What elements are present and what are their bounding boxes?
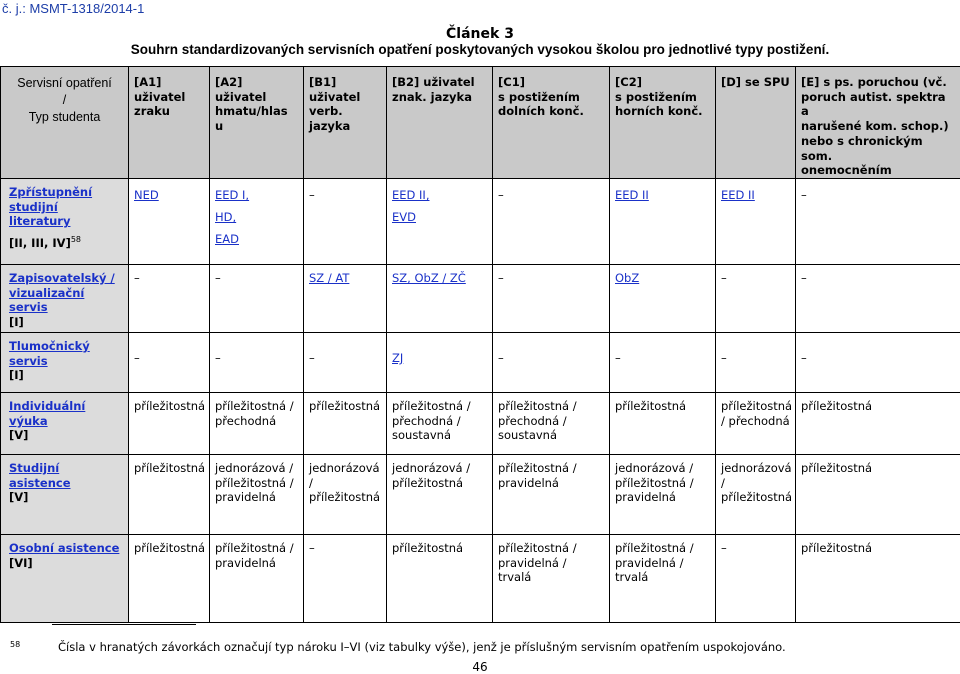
- claim-code-text: [I]: [9, 368, 24, 382]
- text-line: Servisní opatření: [6, 75, 123, 92]
- claim-code: [9, 235, 123, 251]
- cell-text: jednorázová /: [215, 461, 298, 476]
- table-cell: [210, 393, 304, 455]
- text-line: s postižením: [498, 90, 604, 105]
- table-cell: [129, 455, 210, 535]
- service-measures-table: [0, 66, 960, 623]
- cell-text: –: [721, 541, 790, 556]
- column-header: [610, 67, 716, 179]
- cell-text: soustavná: [392, 428, 487, 443]
- cell-text: –: [215, 351, 298, 366]
- claim-code: [9, 490, 123, 505]
- table-cell: [493, 333, 610, 393]
- table-cell: [129, 333, 210, 393]
- text-line: [B2] uživatel: [392, 75, 487, 90]
- table-cell: [387, 393, 493, 455]
- text-line: s postižením: [615, 90, 710, 105]
- table-cell: [716, 455, 796, 535]
- row-header-link[interactable]: Zapisovatelský /: [9, 271, 123, 286]
- abbreviation-link[interactable]: EED II: [615, 185, 710, 207]
- table-cell: [610, 393, 716, 455]
- table-cell: [387, 455, 493, 535]
- text-line: [A1]: [134, 75, 204, 90]
- cell-text: příležitostná: [392, 541, 487, 556]
- text-line: narušené kom. schop.): [801, 119, 955, 134]
- cell-text: příležitostná: [134, 399, 204, 414]
- claim-code: [9, 556, 123, 571]
- abbreviation-link[interactable]: EED I,: [215, 185, 298, 207]
- table-cell: [493, 265, 610, 333]
- row-header: [1, 535, 129, 623]
- column-header: [796, 67, 960, 179]
- text-line: onemocněním: [801, 163, 955, 178]
- text-line: verb.: [309, 104, 381, 119]
- cell-text: pravidelná: [615, 490, 710, 505]
- row-header-link[interactable]: výuka: [9, 414, 123, 429]
- text-line: zraku: [134, 104, 204, 119]
- article-subtitle: Souhrn standardizovaných servisních opatření poskytovaných vysokou školou pro jednotlivé typy postižení.: [0, 42, 960, 57]
- claim-code-text: [I]: [9, 315, 24, 329]
- cell-text: příležitostná /: [615, 476, 710, 491]
- table-cell: [716, 535, 796, 623]
- table-cell: [716, 333, 796, 393]
- table-cell: [304, 455, 387, 535]
- table-cell: [493, 535, 610, 623]
- cell-text: trvalá: [615, 570, 710, 585]
- table-cell: [493, 393, 610, 455]
- table-cell: [716, 393, 796, 455]
- table-cell: [304, 393, 387, 455]
- claim-code-text: [VI]: [9, 556, 33, 570]
- table-cell: [304, 333, 387, 393]
- row-header: [1, 179, 129, 265]
- cell-text: příležitostná: [615, 399, 710, 414]
- cell-text: příležitostná /: [498, 461, 604, 476]
- text-line: uživatel: [215, 90, 298, 105]
- table-cell: [610, 535, 716, 623]
- table-cell: [129, 535, 210, 623]
- table-cell: [796, 455, 960, 535]
- text-line: Typ studenta: [6, 109, 123, 126]
- column-header: [129, 67, 210, 179]
- row-header: [1, 265, 129, 333]
- table-cell: [387, 179, 493, 265]
- column-header: [716, 67, 796, 179]
- cell-text: příležitostná: [309, 490, 381, 505]
- table-cell: [610, 333, 716, 393]
- row-header-link[interactable]: Osobní asistence: [9, 541, 123, 556]
- cell-text: přechodná: [215, 414, 298, 429]
- text-line: dolních konč.: [498, 104, 604, 119]
- table-cell: [796, 393, 960, 455]
- cell-text: –: [309, 351, 381, 366]
- table-cell: [796, 265, 960, 333]
- abbreviation-link[interactable]: EED II,: [392, 185, 487, 207]
- row-header: [1, 333, 129, 393]
- abbreviation-link[interactable]: SZ / AT: [309, 271, 381, 286]
- column-header: [304, 67, 387, 179]
- cell-text: jednorázová: [309, 461, 381, 476]
- abbreviation-link[interactable]: EVD: [392, 207, 487, 229]
- text-line: [A2]: [215, 75, 298, 90]
- cell-text: jednorázová /: [392, 461, 487, 476]
- cell-text: /: [721, 476, 790, 491]
- cell-text: příležitostná /: [215, 541, 298, 556]
- cell-text: –: [215, 271, 298, 286]
- claim-code: [9, 368, 123, 383]
- cell-text: –: [309, 185, 381, 207]
- page-number: 46: [0, 660, 960, 674]
- text-line: nebo s chronickým som.: [801, 134, 955, 163]
- abbreviation-link[interactable]: EED II: [721, 185, 790, 207]
- text-line: /: [6, 92, 123, 109]
- abbreviation-link[interactable]: HD,: [215, 207, 298, 229]
- cell-text: příležitostná: [801, 399, 955, 414]
- cell-text: příležitostná /: [615, 541, 710, 556]
- table-cell: [210, 179, 304, 265]
- table-cell: [610, 179, 716, 265]
- text-line: jazyka: [309, 119, 381, 134]
- cell-text: příležitostná /: [392, 399, 487, 414]
- table-cell: [129, 179, 210, 265]
- abbreviation-link[interactable]: SZ, ObZ / ZČ: [392, 271, 487, 286]
- table-cell: [387, 265, 493, 333]
- table-cell: [210, 535, 304, 623]
- claim-code: [9, 428, 123, 443]
- cell-text: pravidelná: [498, 476, 604, 491]
- cell-text: pravidelná /: [498, 556, 604, 571]
- table-row: [1, 265, 960, 333]
- footnote-ref[interactable]: 58: [71, 235, 81, 244]
- cell-text: jednorázová: [721, 461, 790, 476]
- claim-code-text: [V]: [9, 428, 28, 442]
- abbreviation-link[interactable]: NED: [134, 185, 204, 207]
- table-row: [1, 179, 960, 265]
- table-cell: [610, 265, 716, 333]
- table-row: [1, 393, 960, 455]
- cell-text: příležitostná /: [498, 399, 604, 414]
- corner-cell: [1, 67, 129, 179]
- table-cell: [304, 535, 387, 623]
- cell-text: –: [721, 351, 790, 366]
- cell-text: –: [134, 351, 204, 366]
- table-cell: [304, 179, 387, 265]
- cell-text: –: [498, 271, 604, 286]
- text-line: [E] s ps. poruchou (vč.: [801, 75, 955, 90]
- cell-text: jednorázová /: [615, 461, 710, 476]
- cell-text: příležitostná: [134, 461, 204, 476]
- cell-text: příležitostná: [392, 476, 487, 491]
- cell-text: příležitostná: [721, 399, 790, 414]
- claim-code-text: [II, III, IV]: [9, 236, 71, 250]
- text-line: znak. jazyka: [392, 90, 487, 105]
- text-line: uživatel: [309, 90, 381, 105]
- text-line: [C2]: [615, 75, 710, 90]
- row-header-link[interactable]: Tlumočnický: [9, 339, 123, 354]
- table-cell: [304, 265, 387, 333]
- table-cell: [129, 265, 210, 333]
- cell-text: –: [721, 271, 790, 286]
- text-line: poruch autist. spektra a: [801, 90, 955, 119]
- cell-text: příležitostná /: [215, 476, 298, 491]
- cell-text: –: [498, 351, 604, 366]
- row-header: [1, 455, 129, 535]
- column-header: [210, 67, 304, 179]
- text-line: [B1]: [309, 75, 381, 90]
- row-header-link[interactable]: servis: [9, 354, 123, 369]
- table-cell: [493, 455, 610, 535]
- table-cell: [716, 179, 796, 265]
- cell-text: příležitostná /: [215, 399, 298, 414]
- cell-text: příležitostná: [801, 541, 955, 556]
- cell-text: –: [498, 185, 604, 207]
- cell-text: –: [309, 541, 381, 556]
- cell-text: příležitostná /: [498, 541, 604, 556]
- header-row: [1, 67, 960, 179]
- cell-text: / přechodná: [721, 414, 790, 429]
- table-cell: [387, 333, 493, 393]
- cell-text: příležitostná: [309, 399, 381, 414]
- table-cell: [610, 455, 716, 535]
- table-cell: [210, 265, 304, 333]
- cell-text: přechodná /: [392, 414, 487, 429]
- cell-text: –: [134, 271, 204, 286]
- table-row: [1, 535, 960, 623]
- table-cell: [796, 333, 960, 393]
- cell-text: –: [801, 271, 955, 286]
- cell-text: příležitostná: [134, 541, 204, 556]
- table-row: [1, 333, 960, 393]
- cell-text: přechodná /: [498, 414, 604, 429]
- footnote-divider: [52, 624, 196, 625]
- row-header-link[interactable]: Individuální: [9, 399, 123, 414]
- table-cell: [493, 179, 610, 265]
- text-line: hmatu/hlas: [215, 104, 298, 119]
- table-cell: [716, 265, 796, 333]
- footnote-mark: 58: [10, 640, 20, 653]
- table-row: [1, 455, 960, 535]
- document-reference: č. j.: MSMT-1318/2014-1: [2, 1, 144, 16]
- table-cell: [210, 333, 304, 393]
- table-cell: [796, 535, 960, 623]
- cell-text: trvalá: [498, 570, 604, 585]
- table-cell: [129, 393, 210, 455]
- cell-text: soustavná: [498, 428, 604, 443]
- text-line: [C1]: [498, 75, 604, 90]
- row-header: [1, 393, 129, 455]
- cell-text: pravidelná: [215, 490, 298, 505]
- footnote-text: Čísla v hranatých závorkách označují typ nároku I–VI (viz tabulky výše), jenž je příslušným servisním opatřením uspokojováno.: [58, 640, 786, 654]
- row-header-link[interactable]: servis: [9, 300, 123, 315]
- column-header: [387, 67, 493, 179]
- cell-text: –: [615, 351, 710, 366]
- abbreviation-link[interactable]: ZJ: [392, 351, 487, 366]
- cell-text: příležitostná: [721, 490, 790, 505]
- cell-text: –: [801, 351, 955, 366]
- cell-text: pravidelná: [215, 556, 298, 571]
- abbreviation-link[interactable]: ObZ: [615, 271, 710, 286]
- text-line: horních konč.: [615, 104, 710, 119]
- cell-text: –: [801, 185, 955, 207]
- row-header-link[interactable]: studijní literatury: [9, 200, 123, 229]
- claim-code-text: [V]: [9, 490, 28, 504]
- cell-text: pravidelná /: [615, 556, 710, 571]
- table-cell: [387, 535, 493, 623]
- text-line: uživatel: [134, 90, 204, 105]
- table-cell: [796, 179, 960, 265]
- article-title: Článek 3: [0, 26, 960, 42]
- text-line: [D] se SPU: [721, 75, 790, 90]
- row-header-link[interactable]: Zpřístupnění: [9, 185, 123, 200]
- abbreviation-link[interactable]: EAD: [215, 229, 298, 251]
- text-line: u: [215, 119, 298, 134]
- table-cell: [210, 455, 304, 535]
- column-header: [493, 67, 610, 179]
- row-header-link[interactable]: vizualizační: [9, 286, 123, 301]
- row-header-link[interactable]: Studijní asistence: [9, 461, 123, 490]
- cell-text: příležitostná: [801, 461, 955, 476]
- claim-code: [9, 315, 123, 330]
- cell-text: /: [309, 476, 381, 491]
